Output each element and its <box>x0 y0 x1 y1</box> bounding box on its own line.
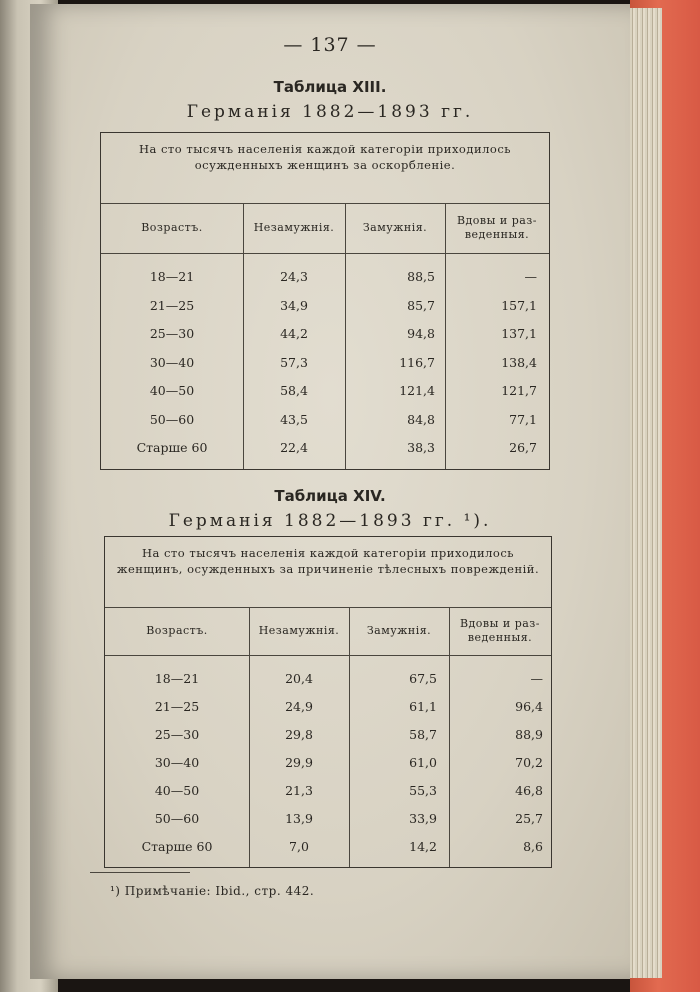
cell-married: 88,5 <box>407 269 435 284</box>
table14-header-unmarried: Незамужнія. <box>258 624 340 637</box>
table-row <box>101 379 549 403</box>
cell-married: 84,8 <box>407 411 435 427</box>
cell-age: 18—21 <box>154 671 200 686</box>
cell-married: 58,7 <box>409 727 437 742</box>
cell-widowed: 96,4 <box>515 699 543 714</box>
cell-married: 116,7 <box>399 354 435 370</box>
cell-age: 25—30 <box>149 326 195 341</box>
table-row <box>105 807 551 831</box>
cell-widowed: 8,6 <box>523 839 543 854</box>
table-row <box>101 265 549 289</box>
table-row <box>105 751 551 775</box>
cell-unmarried: 20,4 <box>285 671 313 686</box>
cell-widowed: 157,1 <box>501 297 537 313</box>
cell-unmarried: 58,4 <box>280 383 308 398</box>
table13-header-age: Возрастъ. <box>141 221 203 234</box>
cell-widowed: 121,7 <box>501 383 537 398</box>
table-row <box>105 695 551 719</box>
footnote-rule <box>90 872 190 873</box>
cell-age: 30—40 <box>149 354 195 370</box>
cell-age: Старше 60 <box>141 839 213 854</box>
cell-unmarried: 24,9 <box>285 699 313 714</box>
cell-married: 38,3 <box>407 440 435 455</box>
table13-subtitle: Германія 1882—1893 гг. <box>186 102 474 122</box>
cell-age: 21—25 <box>149 297 195 313</box>
table14-header-age: Возрастъ. <box>146 624 208 637</box>
cell-unmarried: 22,4 <box>280 440 308 455</box>
cell-widowed: 25,7 <box>515 811 543 826</box>
cell-age: 18—21 <box>149 269 195 284</box>
cell-married: 61,1 <box>409 699 437 714</box>
cell-age: 25—30 <box>154 727 200 742</box>
cell-age: 30—40 <box>154 755 200 770</box>
table14-caption: На сто тысячъ населенія каждой категоріи приходилось женщинъ, осужденныхъ за причиненіе тѣлесныхъ поврежденій. <box>116 546 540 576</box>
table-row <box>101 408 549 432</box>
table14-header-widowed: Вдовы и раз-веденныя. <box>459 617 541 644</box>
cell-widowed: 88,9 <box>515 727 543 742</box>
cell-unmarried: 34,9 <box>280 297 308 313</box>
cell-married: 121,4 <box>399 383 435 398</box>
book-page <box>30 4 630 979</box>
table-row <box>105 835 551 859</box>
cell-unmarried: 29,9 <box>285 755 313 770</box>
table-row <box>105 667 551 691</box>
cell-unmarried: 43,5 <box>280 411 308 427</box>
table-row <box>101 436 549 460</box>
cell-married: 67,5 <box>409 671 437 686</box>
table14-label: Таблица XIV. <box>274 487 386 505</box>
cell-unmarried: 21,3 <box>285 783 313 798</box>
table-row <box>101 322 549 346</box>
table-row <box>105 779 551 803</box>
table-row <box>101 351 549 375</box>
table13-header-unmarried: Незамужнія. <box>253 221 335 234</box>
cell-widowed: — <box>524 269 537 284</box>
page-edges <box>630 8 662 978</box>
table14 <box>104 536 552 868</box>
cell-widowed: 138,4 <box>501 354 537 370</box>
cell-married: 61,0 <box>409 755 437 770</box>
cell-age: 21—25 <box>154 699 200 714</box>
cell-widowed: 70,2 <box>515 755 543 770</box>
table14-subtitle: Германія 1882—1893 гг. ¹). <box>168 511 492 531</box>
cell-unmarried: 44,2 <box>280 326 308 341</box>
cell-age: 40—50 <box>149 383 195 398</box>
table13-label: Таблица XIII. <box>273 78 387 96</box>
cell-unmarried: 13,9 <box>285 811 313 826</box>
table13-header-married: Замужнія. <box>362 221 428 234</box>
table-row <box>101 294 549 318</box>
cell-age: 50—60 <box>149 411 195 427</box>
cell-unmarried: 24,3 <box>280 269 308 284</box>
cell-married: 55,3 <box>409 783 437 798</box>
cell-married: 85,7 <box>407 297 435 313</box>
cell-age: Старше 60 <box>136 440 208 455</box>
cell-unmarried: 57,3 <box>280 354 308 370</box>
table14-header-married: Замужнія. <box>366 624 432 637</box>
cell-age: 50—60 <box>154 811 200 826</box>
footnote: ¹) Примѣчаніе: Ibid., стр. 442. <box>110 884 315 898</box>
cell-unmarried: 7,0 <box>289 839 309 854</box>
cell-widowed: — <box>530 671 543 686</box>
cell-widowed: 137,1 <box>501 326 537 341</box>
cell-married: 14,2 <box>409 839 437 854</box>
page-number: — 137 — <box>283 34 377 56</box>
cell-age: 40—50 <box>154 783 200 798</box>
table13-header-widowed: Вдовы и раз-веденныя. <box>456 214 538 241</box>
cell-widowed: 77,1 <box>509 411 537 427</box>
cell-married: 94,8 <box>407 326 435 341</box>
table13 <box>100 132 550 470</box>
table13-caption: На сто тысячъ населенія каждой категоріи приходилось осужденныхъ женщинъ за оскорбленіе. <box>138 142 512 172</box>
cell-widowed: 46,8 <box>515 783 543 798</box>
cell-unmarried: 29,8 <box>285 727 313 742</box>
cell-widowed: 26,7 <box>509 440 537 455</box>
cell-married: 33,9 <box>409 811 437 826</box>
table-row <box>105 723 551 747</box>
